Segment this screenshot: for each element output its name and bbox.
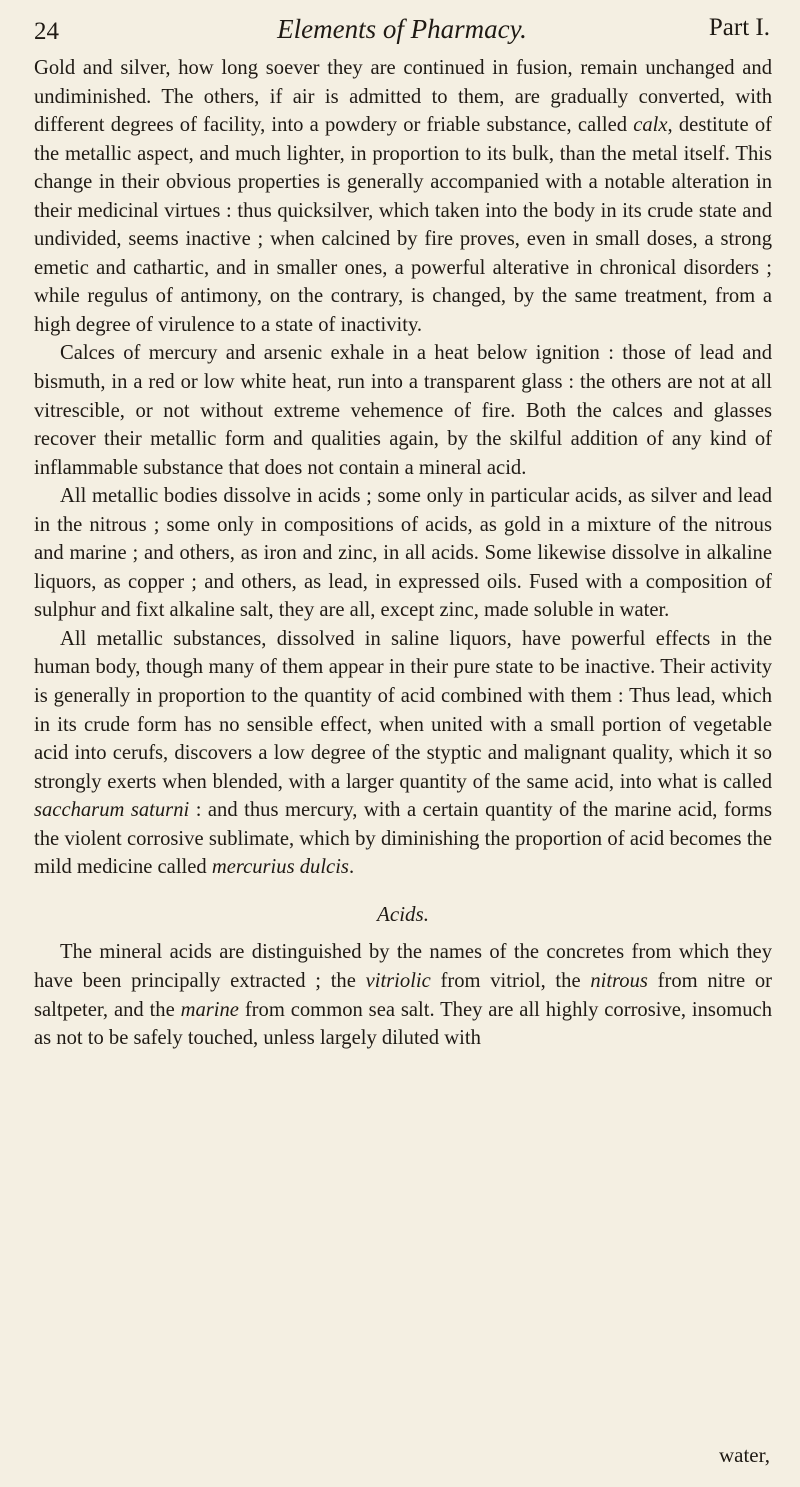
italic-term: vitriolic <box>365 969 431 992</box>
page-number: 24 <box>34 18 59 45</box>
section-heading: Acids. <box>377 901 429 926</box>
italic-term: mercurius dulcis <box>211 856 349 879</box>
text-run: , destitute of the metallic aspect, and much lighter, in proportion to its bulk, than the metal itself. This change in their obvious properties is generally accompanied with a notable alteration in their medicinal virtues : thus quicksilver, which taken into the body in its crude state and undivided, seems inactive ; when calcined by fire proves, even in small doses, a strong emetic and cathartic, and in smaller ones, a powerful alterative in chronical disorders ; while regulus of antimony, on the contrary, is changed, by the same treatment, from a high degree of virulence to a state of inactivity. <box>34 114 772 336</box>
text-run: from common sea salt. They are all highly corrosive, insomuch as not to be safely touched, unless largely diluted with <box>34 998 772 1050</box>
section-paragraph <box>34 938 772 1052</box>
text-run: Gold and silver, how long soever they are continued in fusion, remain unchanged and undiminished. The others, if air is admitted to them, are gradually converted, with different degrees of facility, into a powdery or friable substance, called <box>34 57 772 137</box>
running-header <box>34 10 770 50</box>
italic-term: saccharum saturni <box>34 799 190 822</box>
text-run: from nitre or saltpeter, and the <box>34 969 772 1021</box>
running-title: Elements of Pharmacy. <box>277 14 527 44</box>
text-run: : and thus mercury, with a certain quantity of the marine acid, forms the violent corrosive sublimate, which by diminishing the proportion of acid becomes the mild medicine called <box>34 799 772 879</box>
italic-term: marine <box>180 998 239 1021</box>
text-run: Calces of mercury and arsenic exhale in a heat below ignition : those of lead and bismuth, in a red or low white heat, run into a transparent glass : the others are not at all vitrescible, or not without extreme vehemence of fire. Both the calces and glasses recover their metallic form and qualities again, by the skilful addition of any kind of inflammable substance that does not contain a mineral acid. <box>34 342 772 479</box>
text-run: The mineral acids are distinguished by the names of the concretes from which they have been principally extracted ; the <box>34 941 772 992</box>
page-body <box>34 54 772 1053</box>
paragraph <box>34 482 772 625</box>
part-label: Part I. <box>708 14 770 41</box>
italic-term: nitrous <box>590 969 648 992</box>
text-run: All metallic bodies dissolve in acids ; some only in particular acids, as silver and lead in the nitrous ; some only in compositions of acids, as gold in a mixture of the nitrous and marine ; and others, as iron and zinc, in all acids. Some likewise dissolve in alkaline liquors, as copper ; and others, as lead, in expressed oils. Fused with a composition of sulphur and fixt alkaline salt, they are all, except zinc, made soluble in water. <box>34 485 772 622</box>
text-run: from vitriol, the <box>430 969 591 992</box>
italic-term: calx <box>633 114 668 137</box>
text-run: . <box>348 856 355 879</box>
paragraph <box>34 54 772 339</box>
text-run: All metallic substances, dissolved in saline liquors, have powerful effects in the human body, though many of them appear in their pure state to be inactive. Their activity is generally in proportion to the quantity of acid combined with them : Thus lead, which in its crude form has no sensible effect, when united with a small portion of vegetable acid into cerufs, discovers a low degree of the styptic and malignant quality, which it so strongly exerts when blended, with a larger quantity of the same acid, into what is called <box>34 627 772 793</box>
paragraph <box>34 339 772 482</box>
catchword: water, <box>718 1443 770 1467</box>
paragraph <box>34 625 772 882</box>
